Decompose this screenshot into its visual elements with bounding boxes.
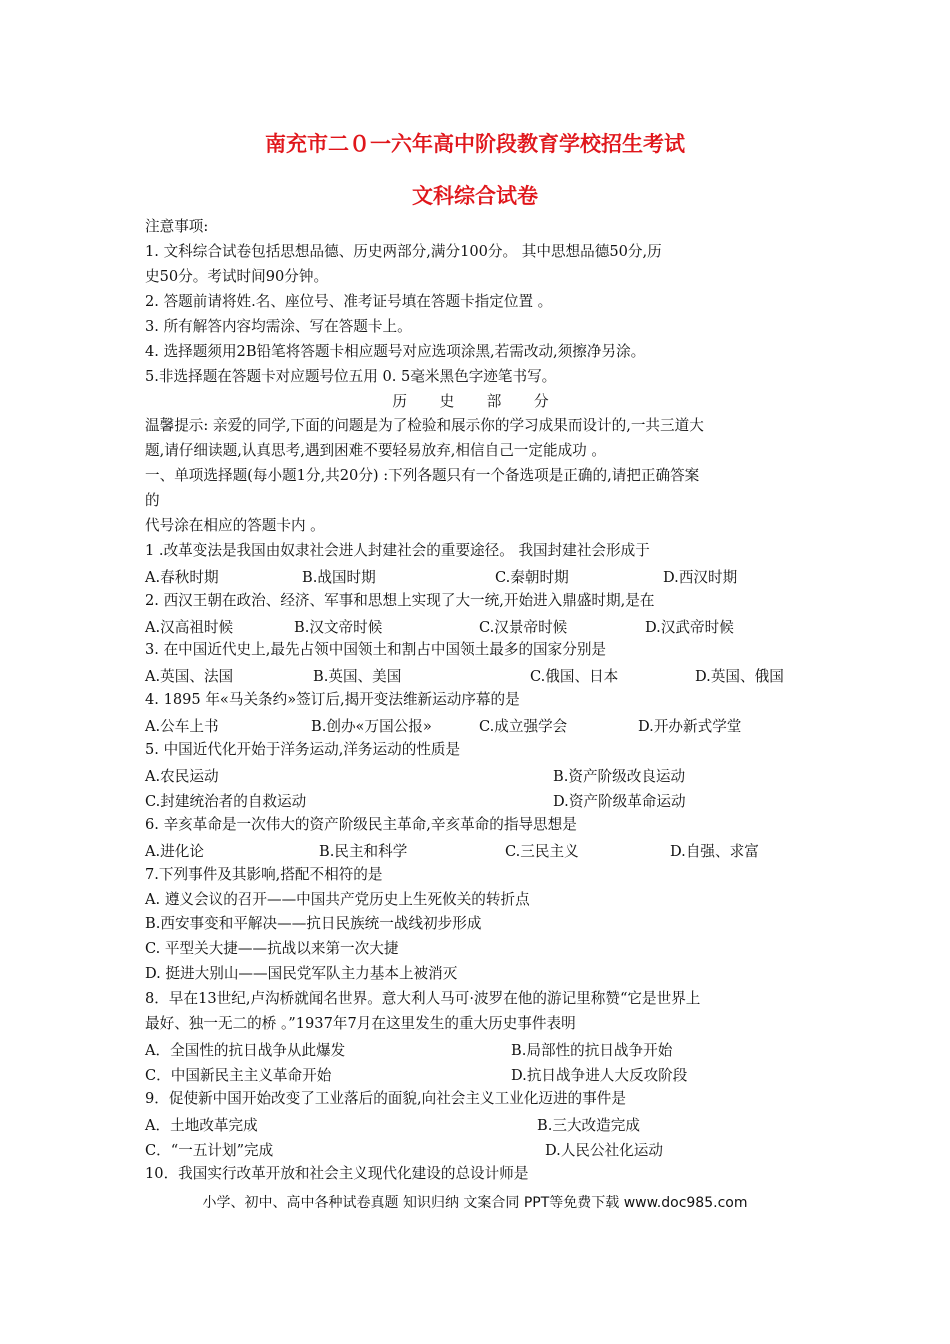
question-4: 4. 1895 年«马关条约»签订后,揭开变法维新运动序幕的是: [145, 691, 520, 708]
note-line: 1. 文科综合试卷包括思想品德、历史两部分,满分100分。 其中思想品德50分,历: [145, 243, 662, 260]
question-1: 1 .改革变法是我国由奴隶社会进人封建社会的重要途径。 我国封建社会形成于: [145, 542, 650, 559]
tip-line: 温馨提示: 亲爱的同学,下面的问题是为了检验和展示你的学习成果而设计的,一共三道大: [145, 417, 704, 434]
option: B.汉文帝时候: [294, 619, 383, 636]
question-8-options: [145, 1039, 810, 1059]
option: A.进化论: [145, 843, 204, 860]
option: C．中国新民主主义革命开始: [145, 1067, 332, 1084]
note-line: 5.非选择题在答题卡对应题号位五用 0. 5毫米黑色字迹笔书写。: [145, 368, 557, 385]
option: D.抗日战争进人大反攻阶段: [511, 1067, 688, 1084]
question-5-options: [145, 765, 810, 785]
option: A.汉高祖时候: [145, 619, 234, 636]
option: D.自强、求富: [670, 843, 759, 860]
notes-header: 注意事项:: [145, 218, 209, 235]
question-10: 10．我国实行改革开放和社会主义现代化建设的总设计师是: [145, 1165, 529, 1182]
option: B.西安事变和平解决——抗日民族统一战线初步形成: [145, 915, 482, 932]
option: B.三大改造完成: [537, 1117, 640, 1134]
option: D.开办新式学堂: [638, 718, 742, 735]
question-9-options: [145, 1139, 810, 1159]
question-5: 5. 中国近代化开始于洋务运动,洋务运动的性质是: [145, 741, 461, 758]
exam-subtitle: 文科综合试卷: [412, 184, 538, 208]
option: C．“一五计划”完成: [145, 1142, 274, 1159]
tip-line: 题,请仔细读题,认真思考,遇到困难不要轻易放弃,相信自己一定能成功 。: [145, 442, 607, 459]
option: D.西汉时期: [663, 569, 738, 586]
question-6-options: [145, 840, 810, 860]
question-3-options: [145, 665, 810, 685]
option: A. 遵义会议的召开——中国共产党历史上生死攸关的转折点: [145, 891, 530, 908]
option: C.成立强学会: [479, 718, 568, 735]
note-line: 2. 答题前请将姓.名、座位号、准考证号填在答题卡指定位置 。: [145, 293, 553, 310]
option: C.封建统治者的自救运动: [145, 793, 307, 810]
option: B.民主和科学: [319, 843, 408, 860]
option: D.资产阶级革命运动: [553, 793, 686, 810]
note-line: 史50分。考试时间90分钟。: [145, 268, 329, 285]
option: C.三民主义: [505, 843, 579, 860]
option: A.春秋时期: [145, 569, 219, 586]
option: B.局部性的抗日战争开始: [511, 1042, 673, 1059]
option: D. 挺进大别山——国民党军队主力基本上被消灭: [145, 965, 458, 982]
option: B.英国、美国: [313, 668, 402, 685]
option: A.农民运动: [145, 768, 219, 785]
option: A.公车上书: [145, 718, 219, 735]
question-2: 2. 西汉王朝在政治、经济、军事和思想上实现了大一统,开始进入鼎盛时期,是在: [145, 592, 655, 609]
question-1-options: [145, 566, 810, 586]
option: C. 平型关大捷——抗战以来第一次大捷: [145, 940, 399, 957]
question-3: 3. 在中国近代史上,最先占领中国领土和割占中国领土最多的国家分别是: [145, 641, 607, 658]
question-8: 8．早在13世纪,卢沟桥就闻名世界。意大利人马可·波罗在他的游记里称赞“它是世界上: [145, 990, 701, 1007]
exam-title: 南充市二０一六年高中阶段教育学校招生考试: [265, 132, 685, 156]
question-9: 9．促使新中国开始改变了工业落后的面貌,向社会主义工业化迈进的事件是: [145, 1090, 626, 1107]
question-6: 6. 辛亥革命是一次伟大的资产阶级民主革命,辛亥革命的指导思想是: [145, 816, 577, 833]
note-line: 4. 选择题须用2B铅笔将答题卡相应题号对应选项涂黑,若需改动,须擦净另涂。: [145, 343, 646, 360]
option: B.创办«万国公报»: [311, 718, 432, 735]
option: D.汉武帝时候: [645, 619, 734, 636]
option: C.秦朝时期: [495, 569, 569, 586]
question-8-options: [145, 1064, 810, 1084]
page-footer: 小学、初中、高中各种试卷真题 知识归纳 文案合同 PPT等免费下载 www.doc985.com: [202, 1195, 748, 1211]
question-4-options: [145, 715, 810, 735]
option: D.人民公社化运动: [545, 1142, 663, 1159]
part-instruction: 一、单项选择题(每小题1分,共20分) :下列各题只有一个备选项是正确的,请把正确答案: [145, 467, 700, 484]
option: D.英国、俄国: [695, 668, 784, 685]
note-line: 3. 所有解答内容均需涂、写在答题卡上。: [145, 318, 412, 335]
option: A.英国、法国: [145, 668, 234, 685]
question-7: 7.下列事件及其影响,搭配不相符的是: [145, 866, 383, 883]
option: A．土地改革完成: [145, 1117, 258, 1134]
option: B.战国时期: [302, 569, 376, 586]
part-instruction: 的: [145, 492, 160, 509]
option: C.俄国、日本: [530, 668, 619, 685]
section-title: 历 史 部 分: [392, 393, 563, 410]
option: C.汉景帝时候: [479, 619, 568, 636]
question-5-options: [145, 790, 810, 810]
question-2-options: [145, 616, 810, 636]
option: B.资产阶级改良运动: [553, 768, 686, 785]
question-8: 最好、独一无二的桥 。”1937年7月在这里发生的重大历史事件表明: [145, 1015, 576, 1032]
option: A．全国性的抗日战争从此爆发: [145, 1042, 346, 1059]
question-9-options: [145, 1114, 810, 1134]
part-instruction: 代号涂在相应的答题卡内 。: [145, 517, 325, 534]
